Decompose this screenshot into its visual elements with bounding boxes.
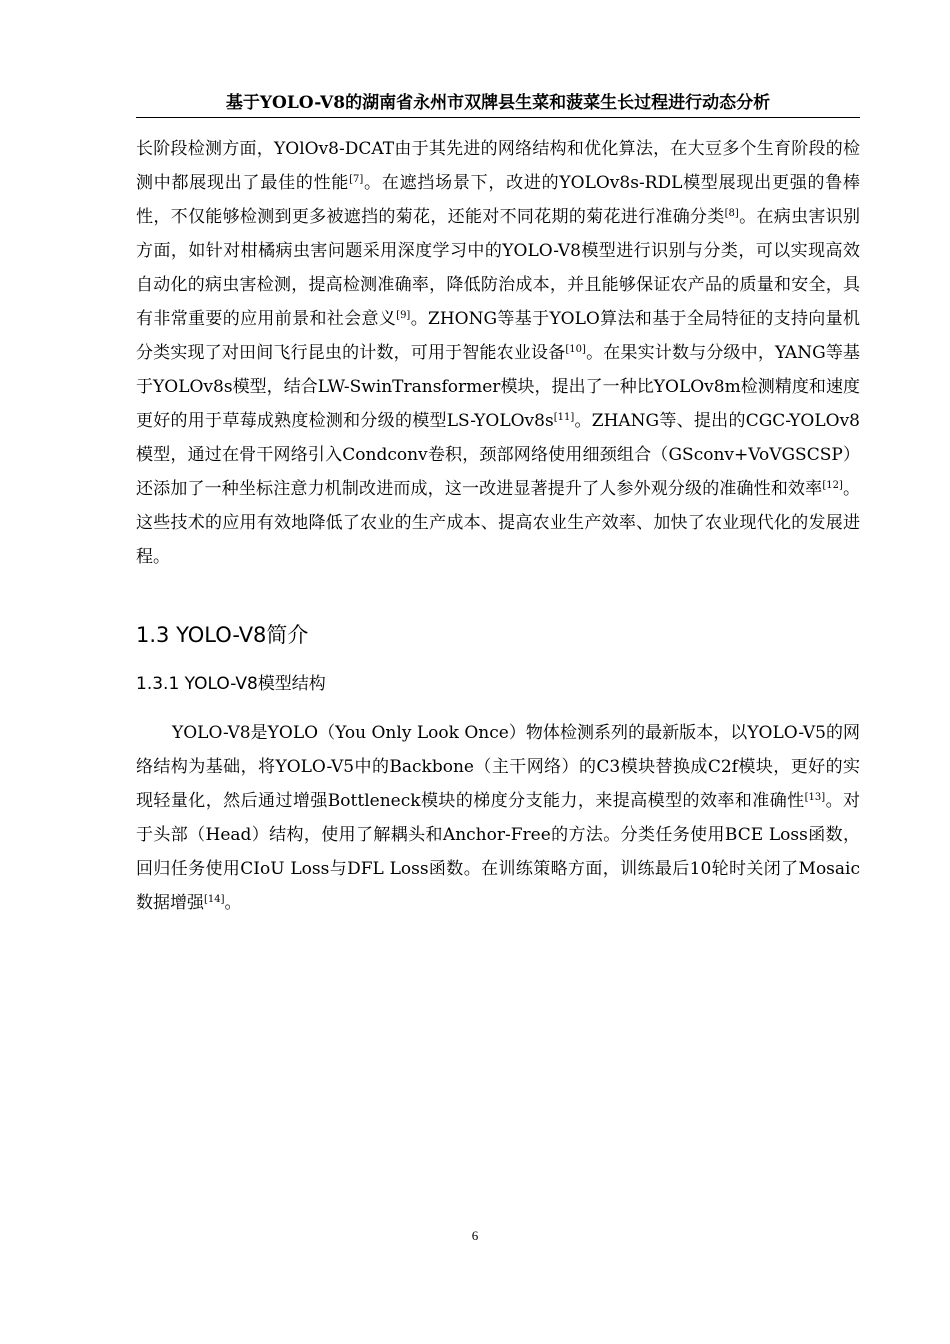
citation-11[interactable]: [11] xyxy=(553,412,575,423)
citation-9[interactable]: [9] xyxy=(396,310,411,321)
text-span: 。 xyxy=(224,893,242,913)
text-span: 。ZHONG等基于YOLO算法和基于全局特征的支持向量机分类实现了对田间飞行昆虫的计数，可用于智能农业设备 xyxy=(136,309,860,363)
text-span: YOLO-V8是YOLO（You Only Look Once）物体检测系列的最新版本，以YOLO-V5的网络结构为基础，将YOLO-V5中的Backbone（主干网络）的C3模块替换成C2f模块，更好的实现轻量化，然后通过增强Bottleneck模块的梯度分支能力，来提高模型的效率和准确性 xyxy=(136,723,860,811)
citation-8[interactable]: [8] xyxy=(724,208,739,219)
running-header: 基于YOLO-V8的湖南省永州市双牌县生菜和菠菜生长过程进行动态分析 xyxy=(136,92,860,118)
body-paragraph-2 xyxy=(136,716,860,920)
text-span: 。对于头部（Head）结构，使用了解耦头和Anchor-Free的方法。分类任务使用BCE Loss函数，回归任务使用CIoU Loss与DFL Loss函数。在训练策略方面，训练最后10轮时关闭了Mosaic数据增强 xyxy=(136,791,860,913)
citation-7[interactable]: [7] xyxy=(349,174,364,185)
text-span: 。ZHANG等、提出的CGC-YOLOv8模型，通过在骨干网络引入Condconv卷积，颈部网络使用细颈组合（GSconv+VoVGSCSP）还添加了一种坐标注意力机制改进而成，这一改进显著提升了人参外观分级的准确性和效率 xyxy=(136,411,860,499)
text-span: 。在果实计数与分级中，YANG等基于YOLOv8s模型，结合LW-SwinTransformer模块，提出了一种比YOLOv8m检测精度和速度更好的用于草莓成熟度检测和分级的模型LS-YOLOv8s xyxy=(136,343,861,431)
text-span: 。在病虫害识别方面，如针对柑橘病虫害问题采用深度学习中的YOLO-V8模型进行识别与分类，可以实现高效自动化的病虫害检测，提高检测准确率，降低防治成本，并且能够保证农产品的质量和安全，具有非常重要的应用前景和社会意义 xyxy=(136,207,861,329)
citation-14[interactable]: [14] xyxy=(204,894,225,905)
subsection-heading: 1.3.1 YOLO-V8模型结构 xyxy=(136,674,326,694)
section-heading: 1.3 YOLO-V8简介 xyxy=(136,623,309,647)
text-span: 。这些技术的应用有效地降低了农业的生产成本、提高农业生产效率、加快了农业现代化的发展进程。 xyxy=(136,479,861,567)
page-number: 6 xyxy=(471,1228,479,1243)
citation-12[interactable]: [12] xyxy=(822,480,843,491)
text-span: 。在遮挡场景下，改进的YOLOv8s-RDL模型展现出更强的鲁棒性，不仅能够检测到更多被遮挡的菊花，还能对不同花期的菊花进行准确分类 xyxy=(136,173,861,227)
citation-10[interactable]: [10] xyxy=(565,344,586,355)
citation-13[interactable]: [13] xyxy=(804,792,826,803)
body-paragraph-1 xyxy=(136,132,860,574)
text-span: 长阶段检测方面，YOlOv8-DCAT由于其先进的网络结构和优化算法，在大豆多个生育阶段的检测中都展现出了最佳的性能 xyxy=(136,139,860,193)
